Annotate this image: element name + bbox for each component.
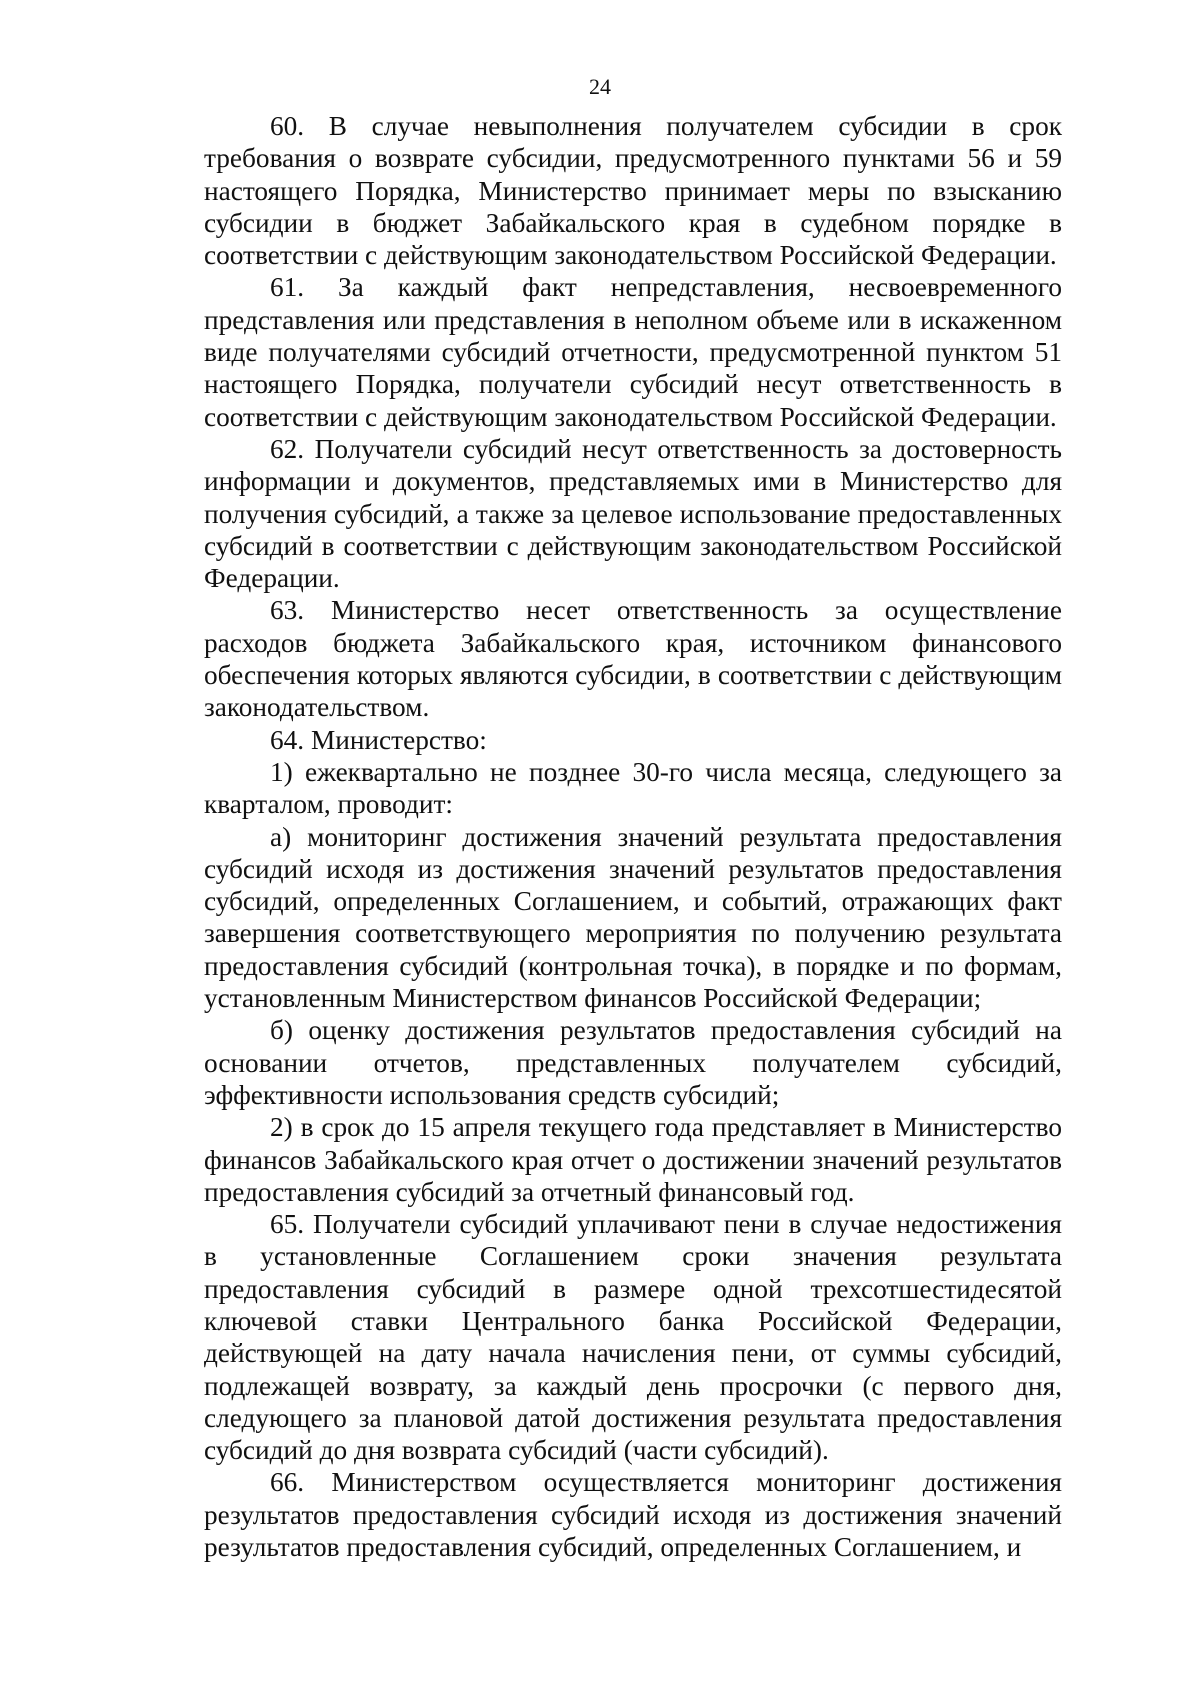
paragraph-62: 62. Получатели субсидий несут ответственность за достоверность информации и документов, представляемых ими в Министерство для получения субсидий, а также за целевое использование предоставленных субсидий в соответствии с действующим законодательством Российской Федерации. [204, 433, 1062, 594]
paragraph-60: 60. В случае невыполнения получателем субсидии в срок требования о возврате субсидии, предусмотренного пунктами 56 и 59 настоящего Порядка, Министерство принимает меры по взысканию субсидии в бюджет Забайкальского края в судебном порядке в соответствии с действующим законодательством Российской Федерации. [204, 111, 1062, 271]
paragraph-65: 65. Получатели субсидий уплачивают пени в случае недостижения в установленные Соглашением сроки значения результата предоставления субсидий в размере одной трехсотшестидесятой ключевой ставки Центрального банка Российской Федерации, действующей на дату начала начисления пени, от суммы субсидий, подлежащей возврату, за каждый день просрочки (с первого дня, следующего за плановой датой достижения результата предоставления субсидий до дня возврата субсидий (части субсидий). [204, 1209, 1062, 1466]
paragraph-66: 66. Министерством осуществляется мониторинг достижения результатов предоставления субсидий исходя из достижения значений результатов предоставления субсидий, определенных Соглашением, и [204, 1467, 1062, 1563]
document-body [204, 110, 1062, 1563]
paragraph-63: 63. Министерство несет ответственность за осуществление расходов бюджета Забайкальского края, источником финансового обеспечения которых являются субсидии, в соответствии с действующим законодательством. [204, 595, 1062, 723]
paragraph-64-item-2: 2) в срок до 15 апреля текущего года представляет в Министерство финансов Забайкальского края отчет о достижении значений результатов предоставления субсидий за отчетный финансовый год. [204, 1112, 1062, 1207]
paragraph-64-item-1a: а) мониторинг достижения значений результата предоставления субсидий исходя из достижения значений результатов предоставления субсидий, определенных Соглашением, и событий, отражающих факт завершения соответствующего мероприятия по получению результата предоставления субсидий (контрольная точка), в порядке и по формам, установленным Министерством финансов Российской Федерации; [204, 821, 1062, 1014]
paragraph-61: 61. За каждый факт непредставления, несвоевременного представления или представления в неполном объеме или в искаженном виде получателями субсидий отчетности, предусмотренной пунктом 51 настоящего Порядка, получатели субсидий несут ответственность в соответствии с действующим законодательством Российской Федерации. [204, 272, 1062, 432]
page-number: 24 [589, 74, 611, 99]
paragraph-64: 64. Министерство: [270, 724, 487, 755]
paragraph-64-item-1b: б) оценку достижения результатов предоставления субсидий на основании отчетов, представленных получателем субсидий, эффективности использования средств субсидий; [204, 1015, 1062, 1110]
paragraph-64-item-1: 1) ежеквартально не позднее 30-го числа месяца, следующего за кварталом, проводит: [204, 756, 1062, 820]
